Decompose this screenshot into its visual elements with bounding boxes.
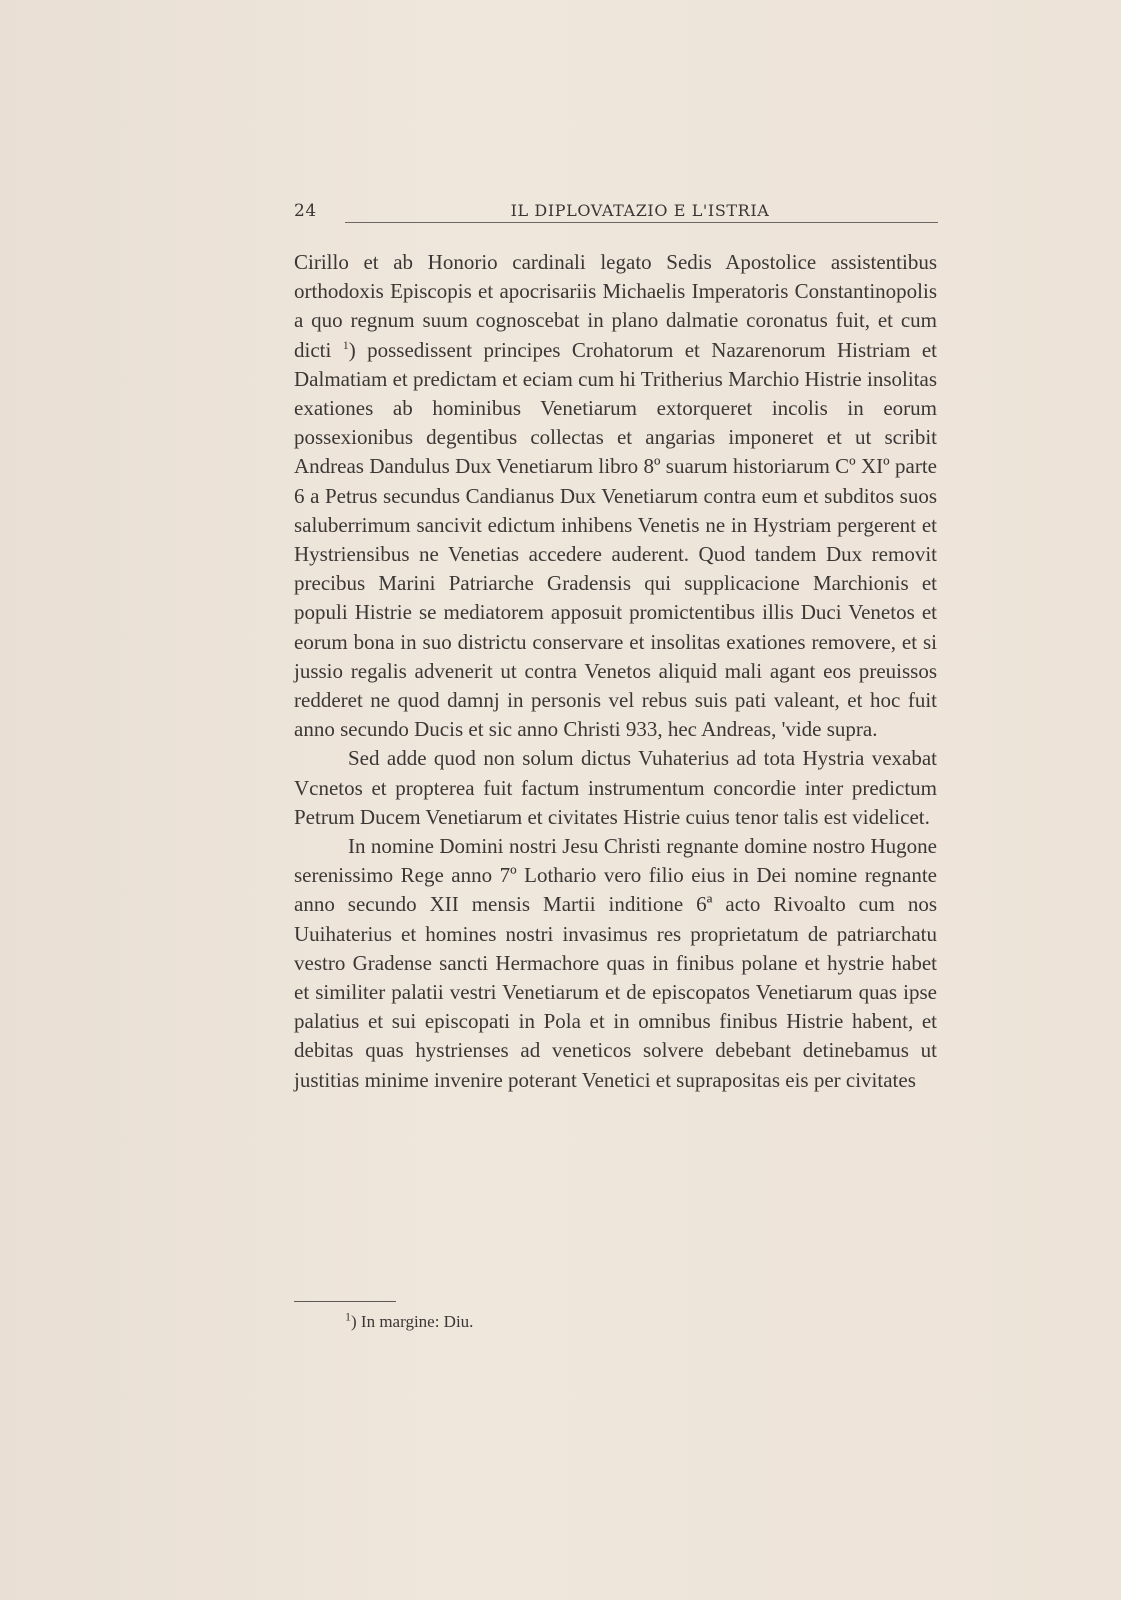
footnote-text: ) In margine: Diu. [351,1312,474,1331]
paragraph-2: Sed adde quod non solum dictus Vuhaterius ad tota Hystria vexabat Vcnetos et propterea fuit factum instrumentum concordie inter predictum Petrum Ducem Venetiarum et civitates Histrie cuius tenor talis est videlicet. [294,746,937,829]
page-header [292,200,938,222]
footnote-marker: 1 [345,1309,351,1324]
running-title: IL DIPLOVATAZIO E L'ISTRIA [510,201,770,220]
paragraph-1-text-a: Cirillo et ab Honorio cardinali legato Sedis Apostolice assistentibus orthodoxis Episcopis et apocrisariis Michaelis Imperatoris Constantinopolis a quo regnum suum cognoscebat in plano dalmatie coronatus fuit, et cum dicti [294,250,937,362]
paragraph-1 [294,248,937,744]
page-number: 24 [294,201,317,221]
footnote-reference: 1 [342,337,349,352]
paragraph-3: In nomine Domini nostri Jesu Christi regnante domine nostro Hugone serenissimo Rege anno 7º Lothario vero filio eius in Dei nomine regnante anno secundo XII mensis Martii inditione 6ª acto Rivoalto cum nos Uuihaterius et homines nostri invasimus res proprietatum de patriarchatu vestro Gradense sancti Hermachore quas in finibus polane et hystrie habet et similiter palatii vestri Venetiarum et de episcopatos Venetiarum quas ipse palatius et sui episcopati in Pola et in omnibus finibus Histrie habent, et debitas quas hystrienses ad veneticos solvere debebant detinebamus ut justitias minime invenire poterant Venetici et suprapositas eis per civitates [294,834,937,1092]
body-text [294,248,937,1095]
paragraph-1-text-b: ) possedissent principes Crohatorum et Nazarenorum Histriam et Dalmatiam et predictam et eciam cum hi Tritherius Marchio Histrie insolitas exationes ab hominibus Venetiarum extorqueret incolis in eorum possexionibus degentibus collectas et angarias imponeret et ut scribit Andreas Dandulus Dux Venetiarum libro 8º suarum historiarum Cº XIº parte 6 a Petrus secundus Candianus Dux Venetiarum contra eum et subditos suos saluberrimum sancivit edictum inhibens Venetis ne in Hystriam pergerent et Hystriensibus ne Venetias accedere auderent. Quod tandem Dux removit precibus Marini Patriarche Gradensis qui supplicacione Marchionis et populi Histrie se mediatorem apposuit promictentibus illis Duci Venetos et eorum bona in suo districtu conservare et insolitas exationes removere, et si jussio regalis advenerit ut contra Venetos aliquid mali agant eos preuissos redderet ne quod damnj in personis vel rebus suis pati valeant, et hoc fuit anno secundo Ducis et sic anno Christi 933, hec Andreas, 'vide supra. [294,337,937,742]
footnote-rule [294,1301,396,1302]
footnote [345,1309,474,1332]
header-rule [345,222,938,223]
